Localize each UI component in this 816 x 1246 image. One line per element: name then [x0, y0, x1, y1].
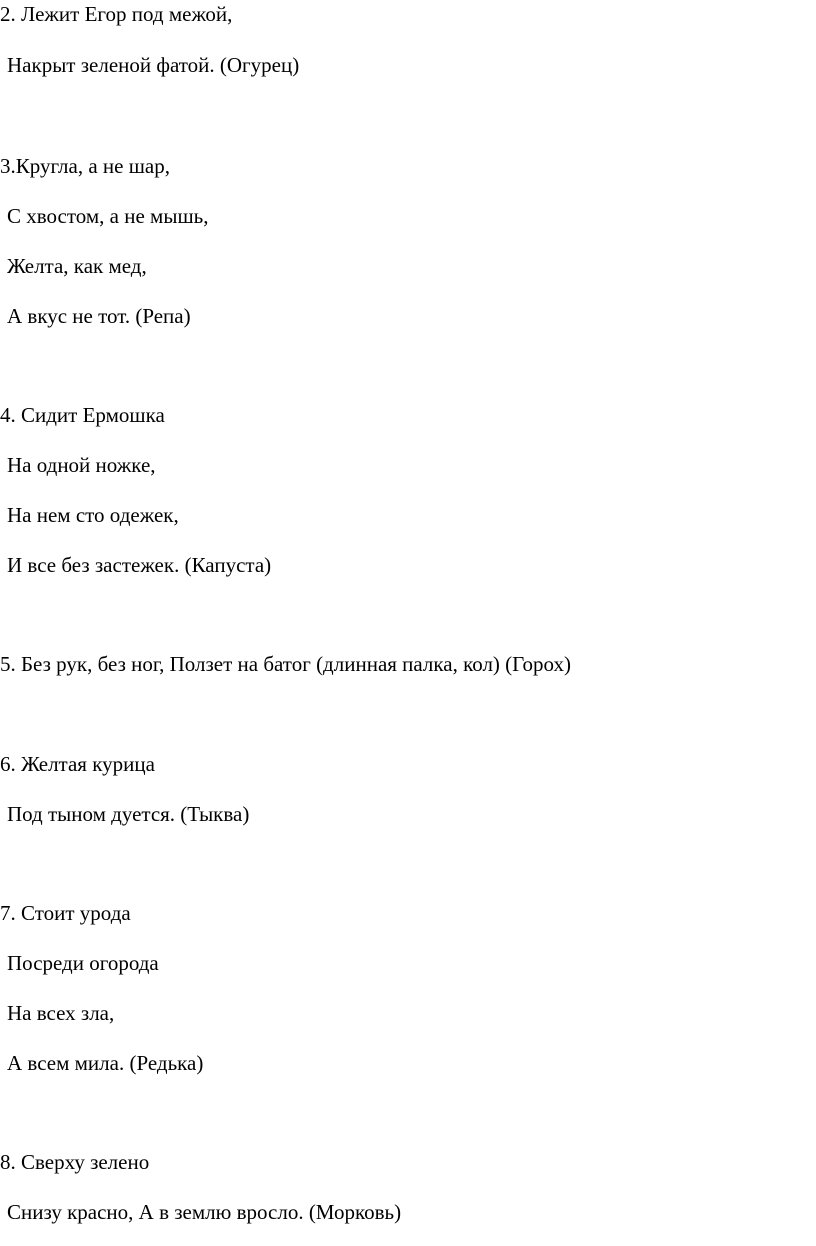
riddle-6-line-1: 6. Желтая курица	[0, 752, 155, 776]
riddle-7-line-3: На всех зла,	[7, 1001, 115, 1025]
riddle-4-line-2: На одной ножке,	[7, 453, 156, 477]
riddle-2-line-2: Накрыт зеленой фатой. (Огурец)	[7, 53, 300, 77]
riddle-6-line-2: Под тыном дуется. (Тыква)	[7, 802, 250, 826]
riddle-8-line-1: 8. Сверху зелено	[0, 1150, 150, 1174]
riddle-7-line-2: Посреди огорода	[7, 951, 159, 975]
riddle-2-line-1: 2. Лежит Егор под межой,	[0, 2, 233, 26]
riddle-4-line-3: На нем сто одежек,	[7, 503, 179, 527]
riddle-8-line-2: Снизу красно, А в землю вросло. (Морковь)	[7, 1200, 402, 1224]
riddle-3-line-1: 3.Кругла, а не шар,	[0, 154, 170, 178]
riddle-3-line-4: А вкус не тот. (Репа)	[7, 304, 191, 328]
riddle-3-line-2: С хвостом, а не мышь,	[7, 204, 209, 228]
riddle-7-line-1: 7. Стоит урода	[0, 901, 131, 925]
riddle-4-line-1: 4. Сидит Ермошка	[0, 403, 165, 427]
riddle-4-line-4: И все без застежек. (Капуста)	[7, 553, 272, 577]
riddle-3-line-3: Желта, как мед,	[7, 254, 147, 278]
riddle-7-line-4: А всем мила. (Редька)	[7, 1051, 204, 1075]
riddle-5-line-1: 5. Без рук, без ног, Ползет на батог (длинная палка, кол) (Горох)	[0, 652, 571, 676]
